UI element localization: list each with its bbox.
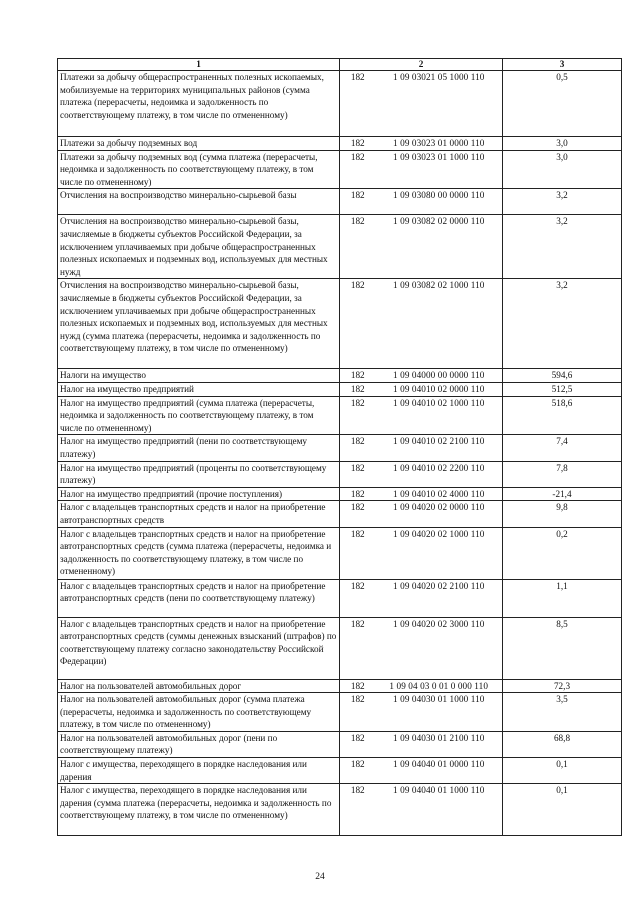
table-row: [58, 679, 622, 693]
row-value: 7,8: [503, 461, 622, 487]
row-name: Отчисления на воспроизводство минерально-сырьевой базы: [58, 189, 340, 215]
row-value: 7,4: [503, 435, 622, 461]
row-name: Налог на пользователей автомобильных дорог: [58, 679, 340, 693]
row-value: 0,1: [503, 758, 622, 784]
table-row: [58, 189, 622, 215]
row-value: 512,5: [503, 382, 622, 396]
row-name: Налог с владельцев транспортных средств и налог на приобретение автотранспортных средств (пени по соответствующему платежу): [58, 579, 340, 617]
row-admin-code: 182: [340, 679, 376, 693]
row-admin-code: 182: [340, 137, 376, 151]
row-budget-code: 1 09 04040 01 0000 110: [376, 758, 503, 784]
table-row: [58, 279, 622, 369]
row-budget-code: 1 09 04010 02 4000 110: [376, 487, 503, 501]
table-row: [58, 461, 622, 487]
table-body: [58, 71, 622, 836]
row-value: 9,8: [503, 501, 622, 527]
table-row: [58, 487, 622, 501]
table-row: [58, 527, 622, 579]
table-row: [58, 758, 622, 784]
row-budget-code: 1 09 04020 02 3000 110: [376, 617, 503, 679]
row-budget-code: 1 09 04020 02 2100 110: [376, 579, 503, 617]
header-col-1: 1: [58, 59, 340, 71]
row-budget-code: 1 09 04010 02 0000 110: [376, 382, 503, 396]
row-value: 3,0: [503, 137, 622, 151]
row-admin-code: 182: [340, 150, 376, 189]
row-value: 1,1: [503, 579, 622, 617]
row-value: 0,5: [503, 71, 622, 137]
row-name: Налог с владельцев транспортных средств и налог на приобретение автотранспортных средств (суммы денежных взысканий (штрафов) по соответствующему платежу согласно законодательству Российской Федерации): [58, 617, 340, 679]
row-admin-code: 182: [340, 435, 376, 461]
table-row: [58, 369, 622, 383]
table-row: [58, 501, 622, 527]
table-row: [58, 693, 622, 732]
table-row: [58, 784, 622, 836]
row-admin-code: 182: [340, 731, 376, 757]
table-row: [58, 150, 622, 189]
table-row: [58, 215, 622, 279]
row-value: -21,4: [503, 487, 622, 501]
row-value: 72,3: [503, 679, 622, 693]
row-name: Отчисления на воспроизводство минерально-сырьевой базы, зачисляемые в бюджеты субъектов Российской Федерации, за исключением уплачиваемых при добыче общераспространенных полезных ископаемых и подземных вод, используемых для местных нужд: [58, 215, 340, 279]
row-admin-code: 182: [340, 579, 376, 617]
row-admin-code: 182: [340, 487, 376, 501]
row-name: Налог на имущество предприятий (прочие поступления): [58, 487, 340, 501]
row-value: 518,6: [503, 396, 622, 435]
row-name: Платежи за добычу подземных вод: [58, 137, 340, 151]
row-budget-code: 1 09 04020 02 0000 110: [376, 501, 503, 527]
row-admin-code: 182: [340, 501, 376, 527]
row-name: Платежи за добычу подземных вод (сумма платежа (перерасчеты, недоимка и задолженность по соответствующему платежу, в том числе по отмененному): [58, 150, 340, 189]
row-admin-code: 182: [340, 279, 376, 369]
row-name: Налог на пользователей автомобильных дорог (сумма платежа (перерасчеты, недоимка и задолженность по соответствующему платежу, в том числе по отмененному): [58, 693, 340, 732]
table-row: [58, 617, 622, 679]
table-row: [58, 396, 622, 435]
header-col-2: 2: [340, 59, 503, 71]
row-budget-code: 1 09 03080 00 0000 110: [376, 189, 503, 215]
row-name: Налог на имущество предприятий (сумма платежа (перерасчеты, недоимка и задолженность по соответствующему платежу, в том числе по отмененному): [58, 396, 340, 435]
row-budget-code: 1 09 04010 02 2100 110: [376, 435, 503, 461]
row-budget-code: 1 09 03082 02 0000 110: [376, 215, 503, 279]
row-budget-code: 1 09 03021 05 1000 110: [376, 71, 503, 137]
row-value: 3,2: [503, 189, 622, 215]
row-admin-code: 182: [340, 758, 376, 784]
row-admin-code: 182: [340, 617, 376, 679]
row-name: Налог на пользователей автомобильных дорог (пени по соответствующему платежу): [58, 731, 340, 757]
row-name: Налог с владельцев транспортных средств и налог на приобретение автотранспортных средств: [58, 501, 340, 527]
row-admin-code: 182: [340, 784, 376, 836]
row-admin-code: 182: [340, 215, 376, 279]
row-admin-code: 182: [340, 396, 376, 435]
header-col-3: 3: [503, 59, 622, 71]
row-budget-code: 1 09 03023 01 0000 110: [376, 137, 503, 151]
row-name: Платежи за добычу общераспространенных полезных ископаемых, мобилизуемые на территориях муниципальных районов (сумма платежа (перерасчеты, недоимка и задолженность по соответствующему платежу, в том числе по отмененному): [58, 71, 340, 137]
row-name: Отчисления на воспроизводство минерально-сырьевой базы, зачисляемые в бюджеты субъектов Российской Федерации, за исключением уплачиваемых при добыче общераспространенных полезных ископаемых и подземных вод, используемых для местных нужд (сумма платежа (перерасчеты, недоимка и задолженность по соответствующему платежу, в том числе по отмененному): [58, 279, 340, 369]
row-admin-code: 182: [340, 461, 376, 487]
row-budget-code: 1 09 04010 02 1000 110: [376, 396, 503, 435]
table-row: [58, 382, 622, 396]
row-value: 3,5: [503, 693, 622, 732]
row-budget-code: 1 09 04010 02 2200 110: [376, 461, 503, 487]
row-value: 3,2: [503, 215, 622, 279]
row-name: Налог с имущества, переходящего в порядке наследования или дарения: [58, 758, 340, 784]
row-value: 8,5: [503, 617, 622, 679]
row-admin-code: 182: [340, 189, 376, 215]
row-value: 3,2: [503, 279, 622, 369]
table-row: [58, 579, 622, 617]
row-budget-code: 1 09 03082 02 1000 110: [376, 279, 503, 369]
row-admin-code: 182: [340, 382, 376, 396]
row-value: 68,8: [503, 731, 622, 757]
row-budget-code: 1 09 04020 02 1000 110: [376, 527, 503, 579]
row-name: Налог на имущество предприятий (пени по соответствующему платежу): [58, 435, 340, 461]
row-budget-code: 1 09 04030 01 2100 110: [376, 731, 503, 757]
table-row: [58, 435, 622, 461]
row-admin-code: 182: [340, 527, 376, 579]
row-budget-code: 1 09 03023 01 1000 110: [376, 150, 503, 189]
row-budget-code: 1 09 04030 01 1000 110: [376, 693, 503, 732]
table-row: [58, 731, 622, 757]
row-value: 0,1: [503, 784, 622, 836]
row-budget-code: 1 09 04040 01 1000 110: [376, 784, 503, 836]
row-budget-code: 1 09 04000 00 0000 110: [376, 369, 503, 383]
row-value: 0,2: [503, 527, 622, 579]
row-name: Налог на имущество предприятий (проценты по соответствующему платежу): [58, 461, 340, 487]
table-row: [58, 71, 622, 137]
row-admin-code: 182: [340, 369, 376, 383]
row-value: 3,0: [503, 150, 622, 189]
row-name: Налог с имущества, переходящего в порядке наследования или дарения (сумма платежа (перерасчеты, недоимка и задолженность по соответствующему платежу, в том числе по отмененному): [58, 784, 340, 836]
page-number: 24: [315, 872, 325, 882]
table-row: [58, 137, 622, 151]
row-admin-code: 182: [340, 71, 376, 137]
revenue-table: [57, 58, 622, 836]
row-admin-code: 182: [340, 693, 376, 732]
row-name: Налог на имущество предприятий: [58, 382, 340, 396]
row-name: Налоги на имущество: [58, 369, 340, 383]
row-budget-code: 1 09 04 03 0 01 0 000 110: [376, 679, 503, 693]
row-name: Налог с владельцев транспортных средств и налог на приобретение автотранспортных средств (сумма платежа (перерасчеты, недоимка и задолженность по соответствующему платежу, в том числе по отмененному): [58, 527, 340, 579]
row-value: 594,6: [503, 369, 622, 383]
table-header-row: [58, 59, 622, 71]
